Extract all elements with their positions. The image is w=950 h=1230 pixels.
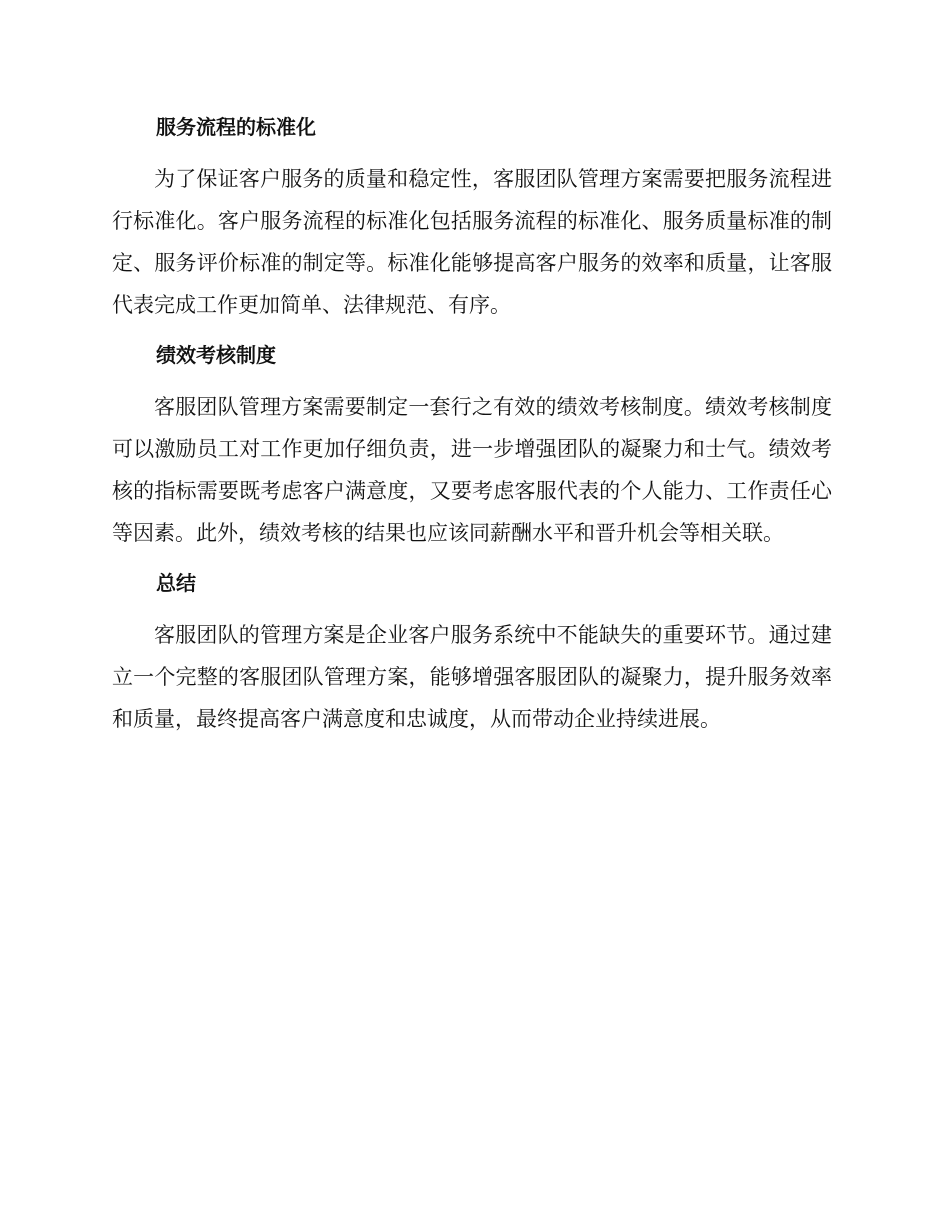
- section-heading-service-standardization: 服务流程的标准化: [156, 115, 316, 139]
- document-content: [112, 108, 832, 740]
- section-heading-summary: 总结: [156, 571, 196, 595]
- spacer: [112, 326, 832, 336]
- section-heading-performance-assessment: 绩效考核制度: [156, 343, 276, 367]
- spacer: [112, 146, 832, 158]
- spacer: [112, 374, 832, 386]
- spacer: [112, 602, 832, 614]
- section-paragraph-service-standardization: 为了保证客户服务的质量和稳定性，客服团队管理方案需要把服务流程进行标准化。客户服务流程的标准化包括服务流程的标准化、服务质量标准的制定、服务评价标准的制定等。标准化能够提高客户服务的效率和质量，让客服代表完成工作更加简单、法律规范、有序。: [112, 167, 832, 317]
- section-paragraph-performance-assessment: 客服团队管理方案需要制定一套行之有效的绩效考核制度。绩效考核制度可以激励员工对工作更加仔细负责，进一步增强团队的凝聚力和士气。绩效考核的指标需要既考虑客户满意度，又要考虑客服代表的个人能力、工作责任心等因素。此外，绩效考核的结果也应该同薪酬水平和晋升机会等相关联。: [112, 395, 832, 545]
- spacer: [112, 554, 832, 564]
- section-paragraph-summary: 客服团队的管理方案是企业客户服务系统中不能缺失的重要环节。通过建立一个完整的客服团队管理方案，能够增强客服团队的凝聚力，提升服务效率和质量，最终提高客户满意度和忠诚度，从而带动企业持续进展。: [112, 623, 832, 731]
